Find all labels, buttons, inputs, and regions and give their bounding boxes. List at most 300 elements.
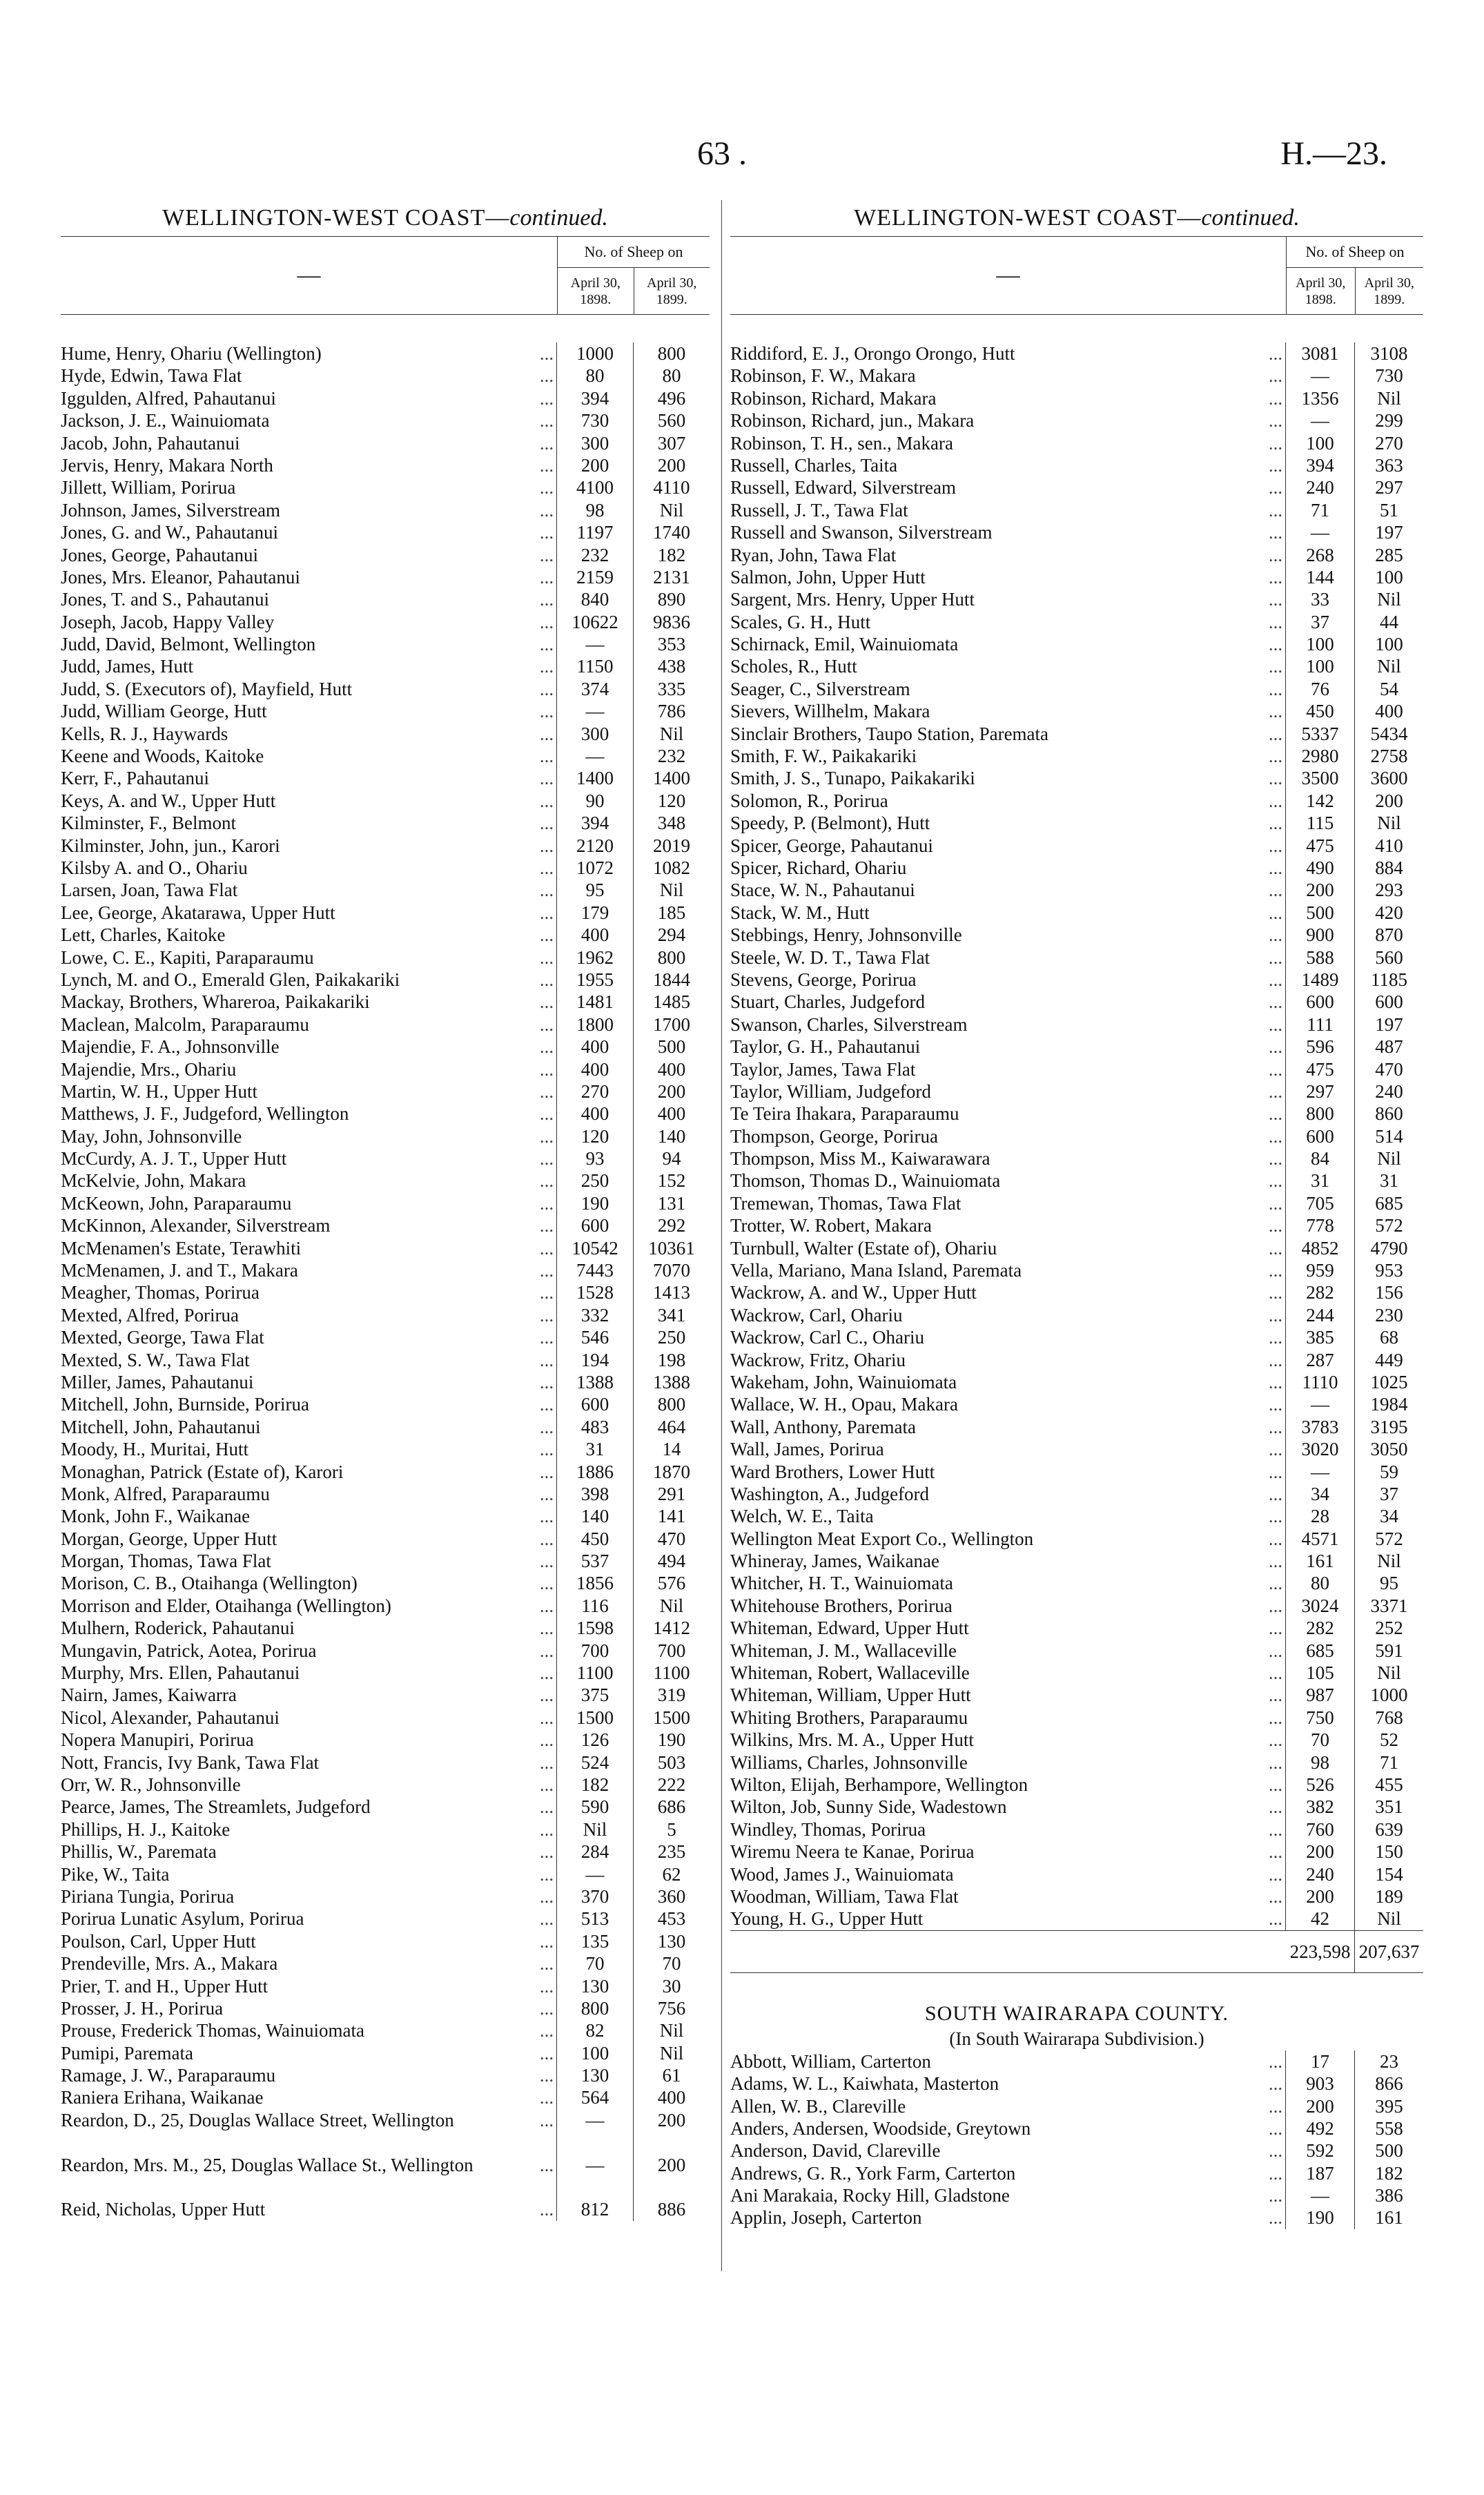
leader-dots: ...: [539, 1304, 554, 1326]
sheep-count-1899: 639: [1375, 1818, 1403, 1840]
sheep-count-1899: 870: [1375, 924, 1403, 946]
table-row: [61, 946, 710, 969]
sheep-count-1899: 1984: [1370, 1394, 1408, 1415]
sheep-count-1899: 514: [1375, 1125, 1403, 1147]
leader-dots: ...: [539, 1237, 554, 1259]
sheep-count-1899: 299: [1375, 410, 1403, 431]
sheep-count-1898: 287: [1285, 1349, 1355, 1371]
owner-name: Hyde, Edwin, Tawa Flat: [61, 365, 242, 387]
sheep-count-1899: 291: [657, 1483, 686, 1504]
sheep-count-1899: 150: [1375, 1841, 1403, 1863]
total-row: [730, 1930, 1423, 1973]
sheep-count-1898: 4100: [556, 476, 634, 498]
sheep-count-1898: 1110: [1285, 1371, 1355, 1393]
leader-dots: ...: [539, 1461, 554, 1482]
sheep-count-1899: 197: [1375, 522, 1403, 543]
sheep-count-1899: 335: [657, 678, 686, 699]
table-row: [61, 812, 710, 834]
leader-dots: ...: [1268, 589, 1283, 610]
owner-name: Sinclair Brothers, Taupo Station, Paremata: [730, 723, 1049, 744]
sheep-count-1899: 200: [657, 454, 686, 476]
leader-dots: ...: [1268, 1685, 1283, 1706]
owner-name: Phillips, H. J., Kaitoke: [61, 1818, 231, 1840]
table-row: [730, 1125, 1423, 1147]
sheep-count-1899: 293: [1375, 880, 1403, 901]
sheep-count-1898: 596: [1285, 1036, 1355, 1058]
sheep-count-1898: 98: [1285, 1751, 1355, 1774]
owner-name: Robinson, T. H., sen., Makara: [730, 432, 953, 454]
owner-name: Allen, W. B., Clareville: [730, 2095, 906, 2117]
sheep-count-1899: 68: [1380, 1327, 1398, 1348]
sheep-count-1898: 385: [1285, 1326, 1355, 1348]
leader-dots: ...: [539, 1953, 554, 1974]
owner-name: Lynch, M. and O., Emerald Glen, Paikakariki: [61, 969, 400, 990]
leader-dots: ...: [1268, 1774, 1283, 1795]
sheep-count-1898: 3500: [1285, 767, 1355, 789]
table-row: [61, 991, 710, 1013]
leader-dots: ...: [1268, 1282, 1283, 1303]
owner-name: Poulson, Carl, Upper Hutt: [61, 1930, 256, 1952]
leader-dots: ...: [1268, 634, 1283, 655]
owner-name: Wilton, Elijah, Berhampore, Wellington: [730, 1774, 1028, 1795]
leader-dots: ...: [539, 880, 554, 901]
table-row: [730, 1863, 1423, 1885]
owner-name: Vella, Mariano, Mana Island, Paremata: [730, 1260, 1022, 1281]
leader-dots: ...: [1268, 1013, 1283, 1035]
owner-name: Smith, J. S., Tunapo, Paikakariki: [730, 768, 975, 789]
sheep-count-1898: 492: [1285, 2117, 1355, 2139]
table-row: [61, 1438, 710, 1460]
sheep-count-1898: 1481: [556, 991, 634, 1013]
owner-name: Taylor, G. H., Pahautanui: [730, 1036, 921, 1058]
leader-dots: ...: [539, 1013, 554, 1035]
owner-name: Porirua Lunatic Asylum, Porirua: [61, 1908, 304, 1930]
leader-dots: ...: [1268, 857, 1283, 878]
owner-name: Whineray, James, Waikanae: [730, 1551, 939, 1572]
table-row: [730, 1013, 1423, 1036]
sheep-count-1899: 319: [657, 1685, 686, 1706]
sheep-count-1899: 360: [657, 1885, 686, 1907]
sheep-count-1898: 590: [556, 1796, 634, 1818]
sheep-count-1898: 111: [1285, 1013, 1355, 1036]
sheep-count-1898: 95: [556, 879, 634, 901]
leader-dots: ...: [1268, 991, 1283, 1013]
leader-dots: ...: [539, 589, 554, 610]
sheep-count-1898: 1000: [556, 342, 634, 365]
page-number: 63 .: [697, 135, 747, 172]
leader-dots: ...: [1268, 1841, 1283, 1863]
owner-name: Jones, George, Pahautanui: [61, 544, 258, 565]
leader-dots: ...: [1268, 1618, 1283, 1639]
table-row: [730, 1371, 1423, 1393]
leader-dots: ...: [1268, 1796, 1283, 1818]
leader-dots: ...: [1268, 678, 1283, 699]
sheep-count-1899: 235: [657, 1841, 686, 1863]
leader-dots: ...: [1268, 1237, 1283, 1259]
section-subtitle: (In South Wairarapa Subdivision.): [949, 2028, 1204, 2049]
sheep-count-1899: Nil: [1377, 1148, 1401, 1169]
sheep-count-1899: 2131: [653, 566, 690, 588]
sheep-count-1899: 500: [657, 1036, 686, 1058]
table-row: [730, 2117, 1423, 2139]
owner-name: Prier, T. and H., Upper Hutt: [61, 1975, 269, 1997]
leader-dots: ...: [539, 1058, 554, 1080]
owner-name: Piriana Tungia, Porirua: [61, 1885, 235, 1907]
table-row: [61, 1013, 710, 1036]
owner-name: Williams, Charles, Johnsonville: [730, 1751, 968, 1773]
owner-name: Nicol, Alexander, Pahautanui: [61, 1707, 280, 1728]
right-table-body: [730, 315, 1423, 1930]
sheep-count-1898: 800: [1285, 1103, 1355, 1125]
owner-name: Thompson, George, Porirua: [730, 1125, 938, 1147]
owner-name: McCurdy, A. J. T., Upper Hutt: [61, 1148, 287, 1169]
sheep-count-1898: 200: [1285, 2095, 1355, 2117]
table-row: [730, 723, 1423, 745]
owner-name: McKeown, John, Paraparaumu: [61, 1192, 292, 1214]
owner-name: Keys, A. and W., Upper Hutt: [61, 790, 276, 811]
sheep-count-1899: 156: [1375, 1282, 1403, 1303]
owner-name: Wellington Meat Export Co., Wellington: [730, 1528, 1034, 1549]
table-row: [61, 1863, 710, 1885]
table-row: [61, 2109, 710, 2154]
sheep-count-1898: 564: [556, 2086, 634, 2108]
sheep-count-1898: 200: [556, 454, 634, 476]
sheep-count-1899: 470: [657, 1528, 686, 1549]
sheep-count-1898: 98: [556, 499, 634, 521]
sheep-count-1899: 700: [657, 1640, 686, 1661]
sheep-count-1899: 800: [657, 946, 686, 968]
table-row: [730, 1707, 1423, 1729]
leader-dots: ...: [1268, 2050, 1283, 2072]
sheep-count-1898: 900: [1285, 924, 1355, 946]
sheep-count-1898: 200: [1285, 1885, 1355, 1907]
table-row: [730, 1304, 1423, 1326]
leader-dots: ...: [1268, 2185, 1283, 2206]
table-row: [61, 1930, 710, 1952]
leader-dots: ...: [1268, 1573, 1283, 1594]
owner-name: McMenamen's Estate, Terawhiti: [61, 1237, 302, 1259]
table-row: [730, 879, 1423, 901]
owner-name: Spicer, Richard, Ohariu: [730, 857, 907, 878]
leader-dots: ...: [539, 1080, 554, 1102]
sheep-count-1898: 375: [556, 1684, 634, 1706]
leader-dots: ...: [539, 432, 554, 454]
sheep-count-1899: Nil: [659, 723, 684, 744]
table-row: [730, 1617, 1423, 1639]
table-row: [730, 544, 1423, 566]
table-row: [61, 700, 710, 722]
table-row: [61, 1751, 710, 1774]
leader-dots: ...: [539, 1975, 554, 1997]
table-row: [730, 1774, 1423, 1796]
table-row: [61, 1080, 710, 1103]
right-column: [730, 200, 1423, 2229]
owner-name: Jacob, John, Pahautanui: [61, 432, 240, 454]
sheep-count-1899: 2019: [653, 835, 690, 856]
sheep-count-1898: 1489: [1285, 969, 1355, 991]
sheep-count-1899: 200: [657, 2154, 686, 2175]
leader-dots: ...: [1268, 2162, 1283, 2184]
leader-dots: ...: [539, 1371, 554, 1392]
sheep-count-1899: 252: [1375, 1618, 1403, 1639]
sheep-count-1898: 200: [1285, 1841, 1355, 1863]
owner-name: Lee, George, Akatarawa, Upper Hutt: [61, 902, 335, 923]
owner-name: Reid, Nicholas, Upper Hutt: [61, 2199, 266, 2220]
table-row: [61, 1952, 710, 1974]
table-row: [730, 1214, 1423, 1236]
sheep-count-1898: 100: [1285, 633, 1355, 655]
owner-name: Steele, W. D. T., Tawa Flat: [730, 946, 930, 968]
table-row: [730, 969, 1423, 991]
owner-name: Matthews, J. F., Judgeford, Wellington: [61, 1103, 349, 1125]
owner-name: Raniera Erihana, Waikanae: [61, 2087, 264, 2108]
owner-name: Spicer, George, Pahautanui: [730, 835, 933, 856]
sheep-count-1898: 1856: [556, 1572, 634, 1594]
table-row: [61, 1326, 710, 1348]
owner-name: Te Teira Ihakara, Paraparaumu: [730, 1103, 959, 1125]
leader-dots: ...: [1268, 1148, 1283, 1169]
owner-name: Wackrow, Carl C., Ohariu: [730, 1327, 924, 1348]
leader-dots: ...: [1268, 1103, 1283, 1125]
sheep-count-1898: 1800: [556, 1013, 634, 1036]
leader-dots: ...: [539, 1997, 554, 2019]
sheep-count-1898: 750: [1285, 1707, 1355, 1729]
table-row: [61, 2064, 710, 2086]
table-row: [730, 1885, 1423, 1907]
leader-dots: ...: [1268, 499, 1283, 521]
owner-name: Russell, Edward, Silverstream: [730, 477, 956, 498]
table-row: [61, 1572, 710, 1594]
sheep-count-1898: 600: [1285, 991, 1355, 1013]
sheep-count-group-label: No. of Sheep on: [1287, 237, 1423, 268]
table-row: [61, 1147, 710, 1169]
sheep-count-1899: 30: [662, 1975, 681, 1997]
owner-name: Whiteman, Robert, Wallaceville: [730, 1662, 970, 1684]
sheep-count-1898: 100: [1285, 432, 1355, 454]
sheep-count-1898: 84: [1285, 1147, 1355, 1169]
table-row: [730, 454, 1423, 476]
table-row: [61, 1796, 710, 1818]
sheep-count-1898: —: [556, 2154, 634, 2199]
table-row: [61, 1975, 710, 1997]
sheep-count-1898: 332: [556, 1304, 634, 1326]
owner-name: Mungavin, Patrick, Aotea, Porirua: [61, 1640, 317, 1661]
leader-dots: ...: [1268, 611, 1283, 632]
sheep-count-1899: 140: [657, 1125, 686, 1147]
sheep-count-1899: 131: [657, 1192, 686, 1214]
sheep-count-1898: 987: [1285, 1684, 1355, 1706]
leader-dots: ...: [1268, 432, 1283, 454]
left-table-header: [61, 237, 710, 315]
sheep-count-1899: 572: [1375, 1215, 1403, 1236]
sheep-count-1898: 76: [1285, 678, 1355, 700]
table-row: [61, 1684, 710, 1706]
owner-name: May, John, Johnsonville: [61, 1125, 242, 1147]
table-row: [730, 365, 1423, 387]
owner-name: Judd, David, Belmont, Wellington: [61, 634, 316, 655]
table-row: [61, 1169, 710, 1192]
sheep-count-1898: 300: [556, 723, 634, 745]
table-row: [730, 1036, 1423, 1058]
owner-name: Orr, W. R., Johnsonville: [61, 1774, 241, 1795]
leader-dots: ...: [1268, 1483, 1283, 1504]
leader-dots: ...: [1268, 1170, 1283, 1192]
owner-name: Adams, W. L., Kaiwhata, Masterton: [730, 2073, 999, 2095]
sheep-count-1898: 400: [556, 1036, 634, 1058]
leader-dots: ...: [1268, 1036, 1283, 1058]
owner-name: Morison, C. B., Otaihanga (Wellington): [61, 1573, 358, 1594]
sheep-count-1898: 182: [556, 1774, 634, 1796]
leader-dots: ...: [539, 477, 554, 498]
sheep-count-1899: 1485: [653, 991, 690, 1013]
sheep-count-1899: 10361: [648, 1237, 695, 1259]
sheep-count-1899: Nil: [1377, 656, 1401, 677]
sheep-count-1898: 71: [1285, 499, 1355, 521]
owner-name: Pike, W., Taita: [61, 1863, 170, 1885]
column-header-1899: April 30, 1899.: [634, 268, 710, 314]
sheep-count-1899: 503: [657, 1751, 686, 1773]
sheep-count-1899: 400: [657, 2087, 686, 2108]
leader-dots: ...: [1268, 566, 1283, 588]
sheep-count-1899: 410: [1375, 835, 1403, 856]
sheep-count-1899: Nil: [1377, 387, 1401, 409]
table-row: [730, 857, 1423, 879]
table-row: [730, 1169, 1423, 1192]
leader-dots: ...: [539, 1528, 554, 1549]
owner-name: Taylor, William, Judgeford: [730, 1080, 931, 1102]
owner-name: Mitchell, John, Pahautanui: [61, 1416, 261, 1437]
table-row: [730, 2206, 1423, 2229]
leader-dots: ...: [539, 1282, 554, 1303]
leader-dots: ...: [1268, 1751, 1283, 1773]
sheep-count-1898: —: [556, 2109, 634, 2154]
sheep-count-1899: 100: [1375, 566, 1403, 588]
table-row: [61, 1281, 710, 1303]
leader-dots: ...: [539, 1640, 554, 1661]
sheep-count-1899: Nil: [659, 2042, 684, 2064]
owner-name: Tremewan, Thomas, Tawa Flat: [730, 1192, 961, 1214]
table-row: [61, 1550, 710, 1572]
sheep-count-1899: 71: [1380, 1751, 1398, 1773]
sheep-count-1898: 800: [556, 1997, 634, 2019]
sheep-count-1898: 1500: [556, 1707, 634, 1729]
sheep-count-1899: 9836: [653, 611, 690, 632]
sheep-count-1899: 34: [1380, 1506, 1398, 1527]
owner-name: Whiteman, William, Upper Hutt: [730, 1685, 971, 1706]
owner-name: Welch, W. E., Taita: [730, 1506, 874, 1527]
sheep-count-1898: 130: [556, 2064, 634, 2086]
leader-dots: ...: [539, 656, 554, 677]
leader-dots: ...: [1268, 924, 1283, 946]
table-row: [61, 723, 710, 745]
sheep-count-1899: 353: [657, 634, 686, 655]
sheep-count-1898: 600: [556, 1393, 634, 1415]
leader-dots: ...: [1268, 768, 1283, 789]
sheep-count-1899: 455: [1375, 1774, 1403, 1795]
sheep-count-1899: 285: [1375, 544, 1403, 565]
sheep-count-1899: 5434: [1370, 723, 1408, 744]
sheep-count-1899: 230: [1375, 1304, 1403, 1326]
sheep-count-1899: 3195: [1370, 1416, 1408, 1437]
sheep-count-1898: 3783: [1285, 1416, 1355, 1438]
leader-dots: ...: [539, 701, 554, 722]
sheep-count-1899: 386: [1375, 2185, 1403, 2206]
table-row: [61, 1214, 710, 1236]
table-row: [61, 857, 710, 879]
leader-dots: ...: [539, 1863, 554, 1885]
leader-dots: ...: [539, 1685, 554, 1706]
sheep-count-1899: 1413: [653, 1282, 690, 1303]
leader-dots: ...: [539, 454, 554, 476]
table-row: [730, 633, 1423, 655]
owner-name: Murphy, Mrs. Ellen, Pahautanui: [61, 1662, 300, 1684]
leader-dots: ...: [1268, 522, 1283, 543]
leader-dots: ...: [539, 1818, 554, 1840]
owner-name: Keene and Woods, Kaitoke: [61, 746, 264, 767]
sheep-count-1898: 240: [1285, 1863, 1355, 1885]
sheep-count-1899: 453: [657, 1908, 686, 1930]
total-1899: 207,637: [1354, 1931, 1423, 1972]
sheep-count-1899: 438: [657, 656, 686, 677]
owner-name: Nopera Manupiri, Porirua: [61, 1729, 254, 1751]
owner-name: Judd, S. (Executors of), Mayfield, Hutt: [61, 678, 353, 699]
sheep-count-1899: 464: [657, 1416, 686, 1437]
sheep-count-1898: 270: [556, 1080, 634, 1103]
sheep-count-1898: 705: [1285, 1192, 1355, 1214]
sheep-count-1899: 1185: [1371, 969, 1407, 990]
leader-dots: ...: [539, 566, 554, 588]
table-row: [61, 611, 710, 633]
sheep-count-1899: Nil: [1377, 1908, 1401, 1930]
sheep-count-1899: 756: [657, 1997, 686, 2019]
sheep-count-1899: 37: [1380, 1483, 1398, 1504]
leader-dots: ...: [1268, 454, 1283, 476]
column-header-1898: April 30, 1898.: [1296, 275, 1346, 307]
owner-name: McKelvie, John, Makara: [61, 1170, 246, 1192]
leader-dots: ...: [1268, 656, 1283, 677]
sheep-count-1898: 1356: [1285, 387, 1355, 409]
owner-name: Miller, James, Pahautanui: [61, 1371, 254, 1392]
sheep-count-1898: 903: [1285, 2072, 1355, 2095]
table-row: [730, 409, 1423, 431]
sheep-count-1899: 591: [1375, 1640, 1403, 1661]
sheep-count-1898: 3024: [1285, 1595, 1355, 1617]
table-row: [730, 902, 1423, 924]
leader-dots: ...: [1268, 2140, 1283, 2162]
sheep-count-1898: 700: [556, 1640, 634, 1662]
sheep-count-1899: 1025: [1370, 1371, 1408, 1392]
table-row: [61, 1595, 710, 1617]
leader-dots: ...: [1268, 701, 1283, 722]
sheep-count-1898: 126: [556, 1729, 634, 1751]
sheep-count-1899: 200: [657, 2109, 686, 2130]
table-row: [61, 1103, 710, 1125]
table-row: [61, 2019, 710, 2041]
owner-name: Ward Brothers, Lower Hutt: [730, 1461, 935, 1482]
leader-dots: ...: [1268, 1260, 1283, 1281]
owner-name: Maclean, Malcolm, Paraparaumu: [61, 1013, 309, 1035]
leader-dots: ...: [1268, 1818, 1283, 1840]
sheep-count-1899: 496: [657, 387, 686, 409]
owner-name: Abbott, William, Carterton: [730, 2050, 931, 2072]
sheep-count-1899: Nil: [659, 880, 684, 901]
leader-dots: ...: [539, 1170, 554, 1192]
table-row: [61, 1505, 710, 1527]
sheep-count-1899: 232: [657, 746, 686, 767]
leader-dots: ...: [539, 634, 554, 655]
table-row: [61, 1729, 710, 1751]
table-row: [730, 1729, 1423, 1751]
